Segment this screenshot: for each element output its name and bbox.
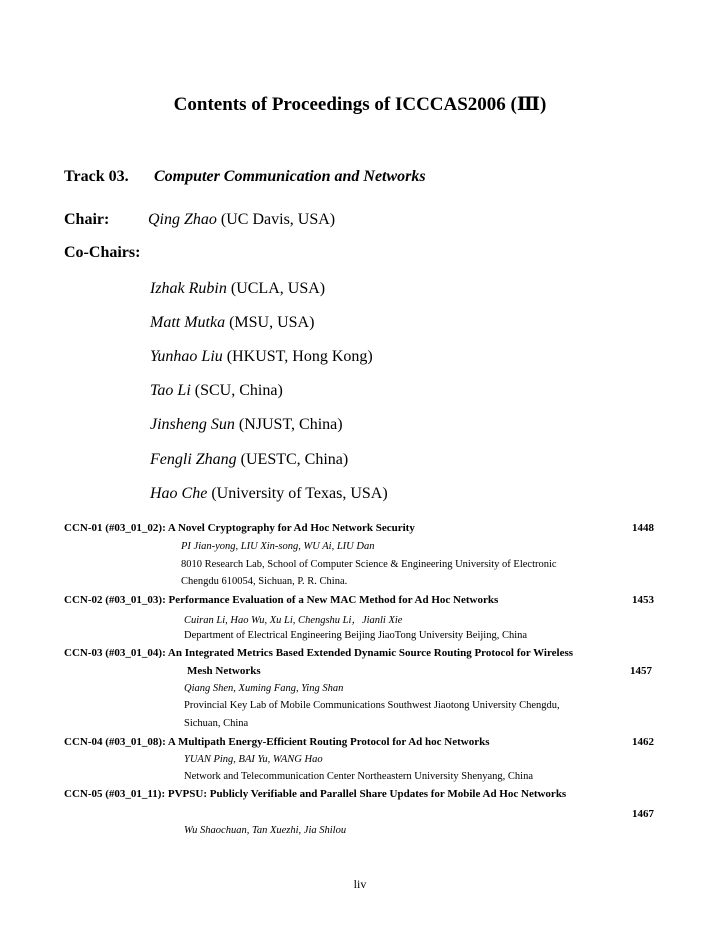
cochair-person [150,280,325,298]
paper-affiliation: Chengdu 610054, Sichuan, P. R. China. [181,576,348,587]
paper-page-number: 1453 [632,594,654,606]
paper-page-number: 1467 [632,808,654,820]
cochair-person [150,382,283,400]
cochair-person [150,485,388,503]
paper-title-line: CCN-01 (#03_01_02): A Novel Cryptography for Ad Hoc Network Security [64,522,415,534]
cochair-name: Matt Mutka [150,314,226,331]
cochair-affiliation: (HKUST, Hong Kong) [226,348,373,365]
track-label: Track 03. [64,168,129,185]
cochair-affiliation: (UESTC, China) [240,451,349,468]
cochair-person [150,314,314,332]
cochair-name: Izhak Rubin [150,280,227,297]
cochair-person [150,451,348,469]
paper-authors: Qiang Shen, Xuming Fang, Ying Shan [184,683,344,694]
paper-affiliation: Network and Telecommunication Center Northeastern University Shenyang, China [184,771,533,782]
track-name: Computer Communication and Networks [154,168,426,185]
paper-page-number: 1462 [632,736,654,748]
cochairs-label: Co-Chairs: [64,244,141,261]
paper-affiliation: Sichuan, China [184,718,249,729]
paper-affiliation: Provincial Key Lab of Mobile Communications Southwest Jiaotong University Chengdu, [184,700,560,711]
paper-authors: Cuiran Li, Hao Wu, Xu Li, Chengshu Li，Jianli Xie [184,615,403,626]
paper-affiliation: Department of Electrical Engineering Beijing JiaoTong University Beijing, China [184,630,528,641]
cochair-affiliation: (UCLA, USA) [230,280,326,297]
paper-page-number: 1448 [632,522,654,534]
cochair-affiliation: (SCU, China) [194,382,283,399]
cochair-affiliation: (NJUST, China) [238,416,343,433]
chair-name: Qing Zhao [148,211,217,228]
chair-affiliation: (UC Davis, USA) [220,211,336,228]
paper-title-line: CCN-02 (#03_01_03): Performance Evaluation of a New MAC Method for Ad Hoc Networks [64,594,499,606]
paper-title-line: CCN-03 (#03_01_04): An Integrated Metrics Based Extended Dynamic Source Routing Protocol for Wireless [64,647,574,659]
cochair-name: Tao Li [150,382,191,399]
paper-authors: PI Jian-yong, LIU Xin-song, WU Ai, LIU Dan [181,541,375,552]
paper-title-line: CCN-04 (#03_01_08): A Multipath Energy-Efficient Routing Protocol for Ad hoc Networks [64,736,490,748]
cochair-affiliation: (MSU, USA) [229,314,315,331]
paper-title-line-continued: Mesh Networks [187,665,261,677]
cochair-name: Fengli Zhang [150,451,237,468]
paper-page-number: 1457 [630,665,652,677]
cochair-name: Hao Che [150,485,208,502]
cochair-name: Yunhao Liu [150,348,223,365]
chair-label: Chair: [64,211,110,228]
chair-person [148,211,335,229]
cochair-affiliation: (University of Texas, USA) [211,485,388,502]
page-number: liv [353,877,367,891]
cochair-person [150,416,343,434]
paper-authors: Wu Shaochuan, Tan Xuezhi, Jia Shilou [184,825,347,836]
cochair-person [150,348,373,366]
cochair-name: Jinsheng Sun [150,416,235,433]
paper-authors: YUAN Ping, BAI Yu, WANG Hao [184,754,323,765]
page-title: Contents of Proceedings of ICCCAS2006 (Ⅲ) [173,94,547,115]
paper-title-line: CCN-05 (#03_01_11): PVPSU: Publicly Verifiable and Parallel Share Updates for Mobile Ad Hoc Networks [64,788,567,800]
paper-affiliation: 8010 Research Lab, School of Computer Science & Engineering University of Electronic [181,559,557,570]
